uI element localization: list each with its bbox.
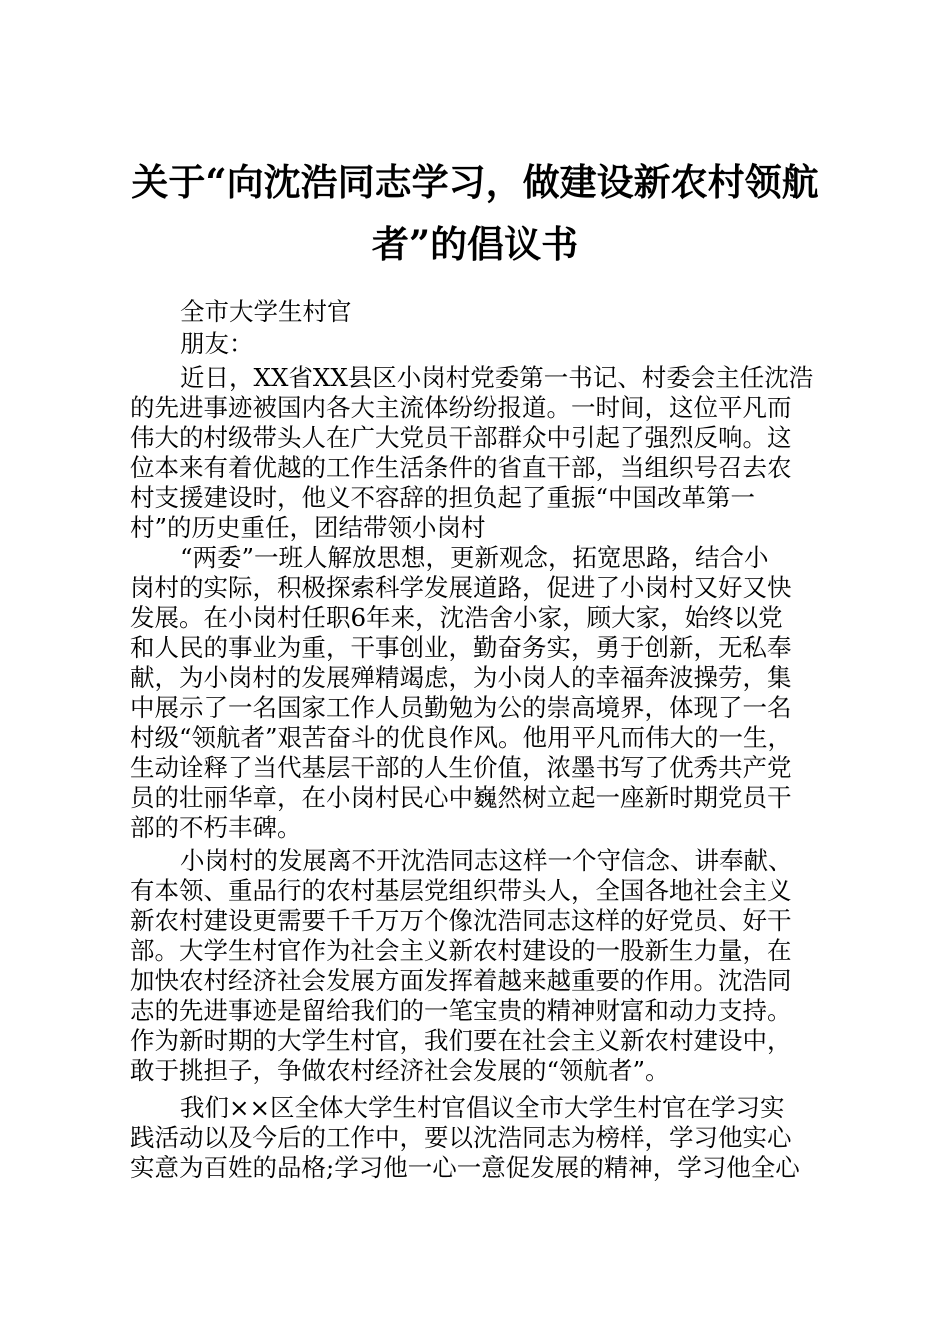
- body-text-line: “两委”一班人解放思想，更新观念，拓宽思路，结合小: [180, 543, 769, 572]
- body-text-line: 有本领、重品行的农村基层党组织带头人，全国各地社会主义: [130, 876, 792, 905]
- body-text-line: 献，为小岗村的发展殚精竭虑，为小岗人的幸福奔波操劳，集: [130, 663, 792, 692]
- body-text-line: 新农村建设更需要千千万万个像沈浩同志这样的好党员、好干: [130, 906, 792, 935]
- salutation-line: 朋友：: [180, 329, 254, 358]
- body-text-line: 实意为百姓的品格;学习他一心一意促发展的精神，学习他全心: [130, 1153, 800, 1182]
- body-text-line: 近日，XX省XX县区小岗村党委第一书记、村委会主任沈浩: [180, 363, 814, 392]
- body-text-line: 志的先进事迹是留给我们的一笔宝贵的精神财富和动力支持。: [130, 996, 792, 1025]
- body-text-line: 生动诠释了当代基层干部的人生价值，浓墨书写了优秀共产党: [130, 753, 792, 782]
- body-text-line: 践活动以及今后的工作中，要以沈浩同志为榜样，学习他实心: [130, 1123, 792, 1152]
- body-text-line: 村级“领航者”艰苦奋斗的优良作风。他用平凡而伟大的一生，: [130, 723, 793, 752]
- body-text-line: 敢于挑担子，争做农村经济社会发展的“领航者”。: [130, 1056, 670, 1085]
- body-text-line: 部。大学生村官作为社会主义新农村建设的一股新生力量，在: [130, 936, 792, 965]
- body-text-line: 中展示了一名国家工作人员勤勉为公的崇高境界，体现了一名: [130, 693, 792, 722]
- body-text-line: 村支援建设时，他义不容辞的担负起了重振“中国改革第一: [130, 483, 756, 512]
- body-text-line: 小岗村的发展离不开沈浩同志这样一个守信念、讲奉献、: [180, 846, 793, 875]
- body-text-line: 加快农村经济社会发展方面发挥着越来越重要的作用。沈浩同: [130, 966, 792, 995]
- body-text-line: 伟大的村级带头人在广大党员干部群众中引起了强烈反响。这: [130, 423, 792, 452]
- body-text-line: 员的壮丽华章，在小岗村民心中巍然树立起一座新时期党员干: [130, 783, 792, 812]
- body-text-line: 位本来有着优越的工作生活条件的省直干部，当组织号召去农: [130, 453, 792, 482]
- salutation-line: 全市大学生村官: [180, 297, 352, 326]
- body-text-line: 的先进事迹被国内各大主流体纷纷报道。一时间，这位平凡而: [130, 393, 792, 422]
- body-text-line: 发展。在小岗村任职6年来，沈浩舍小家，顾大家，始终以党: [130, 603, 783, 632]
- document-title-line-2: 者”的倡议书: [371, 222, 579, 266]
- document-title-line-1: 关于“向沈浩同志学习，做建设新农村领航: [131, 160, 819, 204]
- body-text-line: 部的不朽丰碑。: [130, 813, 302, 842]
- body-text-line: 和人民的事业为重，干事创业，勤奋务实，勇于创新，无私奉: [130, 633, 792, 662]
- body-text-line: 村”的历史重任，团结带领小岗村: [130, 513, 486, 542]
- body-text-line: 作为新时期的大学生村官，我们要在社会主义新农村建设中，: [130, 1026, 792, 1055]
- body-text-line: 我们××区全体大学生村官倡议全市大学生村官在学习实: [180, 1093, 785, 1122]
- body-text-line: 岗村的实际，积极探索科学发展道路，促进了小岗村又好又快: [130, 573, 792, 602]
